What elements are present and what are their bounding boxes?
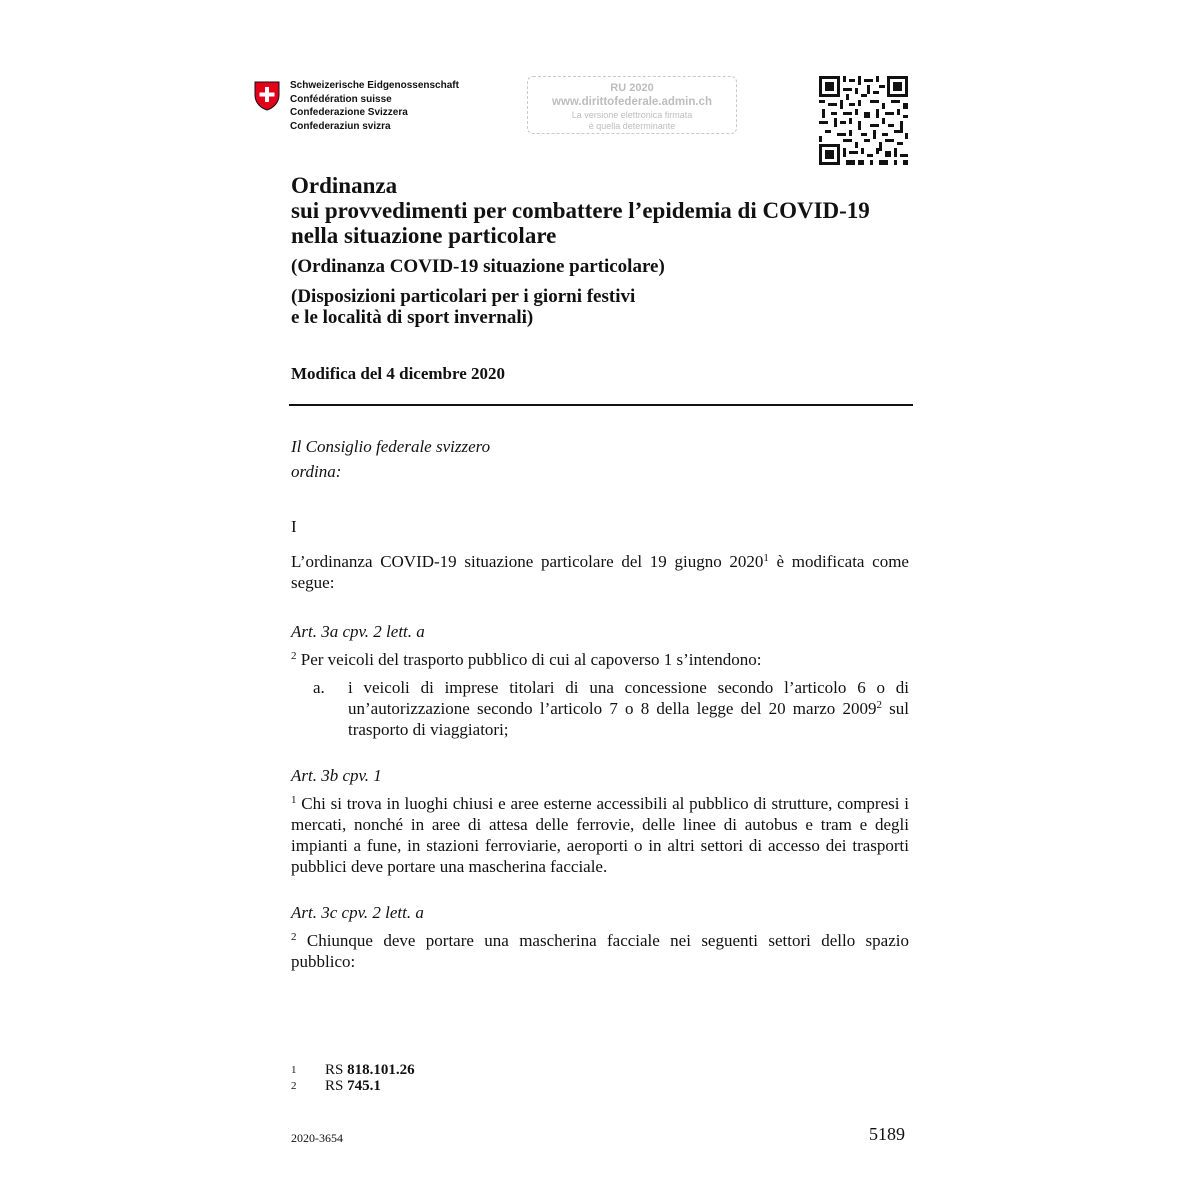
footnote-reference[interactable]: 745.1 <box>347 1078 381 1094</box>
title-line-2: sui provvedimenti per combattere l’epidemia di COVID-19 <box>291 198 870 223</box>
document-id: 2020-3654 <box>291 1131 343 1145</box>
footnote-ref-1[interactable]: 1 <box>763 552 769 564</box>
preamble-line-2: ordina: <box>291 462 342 481</box>
footnote-ref-2[interactable]: 2 <box>876 699 882 711</box>
footnote-number: 2 <box>291 1080 297 1092</box>
footnote-2 <box>291 1078 415 1094</box>
footnote-prefix: RS <box>325 1062 344 1078</box>
subtitle-line-2: e le località di sport invernali) <box>291 307 534 328</box>
article-paragraph-3b <box>291 793 909 877</box>
stamp-url: www.dirittofederale.admin.ch <box>552 96 712 108</box>
paragraph-number: 1 <box>291 794 297 806</box>
paragraph-text: Chi si trova in luoghi chiusi e aree esterne accessibili al pubblico di strutture, compresi i mercati, nonché in aree di attesa delle ferrovie, delle linee di autobus e tram e degli impianti a fune, in stazioni ferroviarie, aeroporti o in altri settori di accesso dei trasporti pubblici deve portare una mascherina facciale. <box>291 794 909 876</box>
page-number: 5189 <box>869 1124 905 1144</box>
paragraph-number: 2 <box>291 650 297 662</box>
footnotes <box>291 1062 415 1094</box>
title-line-1: Ordinanza <box>291 173 398 198</box>
list-item-text-a: i veicoli di imprese titolari di una concessione secondo l’articolo 6 o di un’autorizzazione secondo l’articolo 7 o 8 della legge del 20 marzo 2009 <box>348 678 909 718</box>
article-heading-3c: Art. 3c cpv. 2 lett. a <box>291 903 424 922</box>
subtitle-line-1: (Disposizioni particolari per i giorni festivi <box>291 286 636 307</box>
qr-code-icon <box>819 76 908 165</box>
agency-name-rm: Confederaziun svizra <box>290 120 391 132</box>
agency-name-fr: Confédération suisse <box>290 93 392 105</box>
title-line-3: nella situazione particolare <box>291 223 557 248</box>
intro-paragraph <box>291 551 909 593</box>
agency-name-de: Schweizerische Eidgenossenschaft <box>290 80 459 91</box>
paragraph-text: Per veicoli del trasporto pubblico di cui al capoverso 1 s’intendono: <box>296 650 762 669</box>
short-title: (Ordinanza COVID-19 situazione particolare) <box>291 256 665 277</box>
list-item-text-b: sul trasporto di viaggiatori; <box>348 699 909 739</box>
paragraph-text: Chiunque deve portare una mascherina facciale nei seguenti settori dello spazio pubblico: <box>291 931 909 971</box>
intro-text-a: L’ordinanza COVID-19 situazione particolare del 19 giugno 2020 <box>291 552 764 571</box>
list-item-a <box>313 677 909 740</box>
footnote-number: 1 <box>291 1064 297 1076</box>
federal-logo-block <box>254 79 459 133</box>
article-heading-3a: Art. 3a cpv. 2 lett. a <box>291 622 425 641</box>
preamble <box>291 434 909 484</box>
header-divider <box>289 404 913 406</box>
stamp-collection: RU 2020 <box>610 82 654 94</box>
section-number: I <box>291 517 297 536</box>
footnote-reference[interactable]: 818.101.26 <box>347 1062 415 1078</box>
agency-names <box>290 79 459 133</box>
article-paragraph-3a <box>291 649 909 670</box>
preamble-line-1: Il Consiglio federale svizzero <box>291 437 491 456</box>
amendment-date: Modifica del 4 dicembre 2020 <box>291 364 506 383</box>
paragraph-number: 2 <box>291 931 297 943</box>
list-item-text <box>348 677 909 740</box>
list-item-letter: a. <box>313 678 325 697</box>
footnote-prefix: RS <box>325 1078 344 1094</box>
stamp-note-line1: La versione elettronica firmata <box>571 110 693 120</box>
footnote-1 <box>291 1062 415 1078</box>
intro-text-b: è modificata come segue: <box>291 552 909 592</box>
title-block <box>291 173 931 328</box>
stamp-note-line2: è quella determinante <box>588 121 676 131</box>
publication-stamp <box>527 76 737 134</box>
agency-name-it: Confederazione Svizzera <box>290 107 408 118</box>
article-heading-3b: Art. 3b cpv. 1 <box>291 766 382 785</box>
article-paragraph-3c <box>291 930 909 972</box>
swiss-crest-icon <box>254 81 280 111</box>
